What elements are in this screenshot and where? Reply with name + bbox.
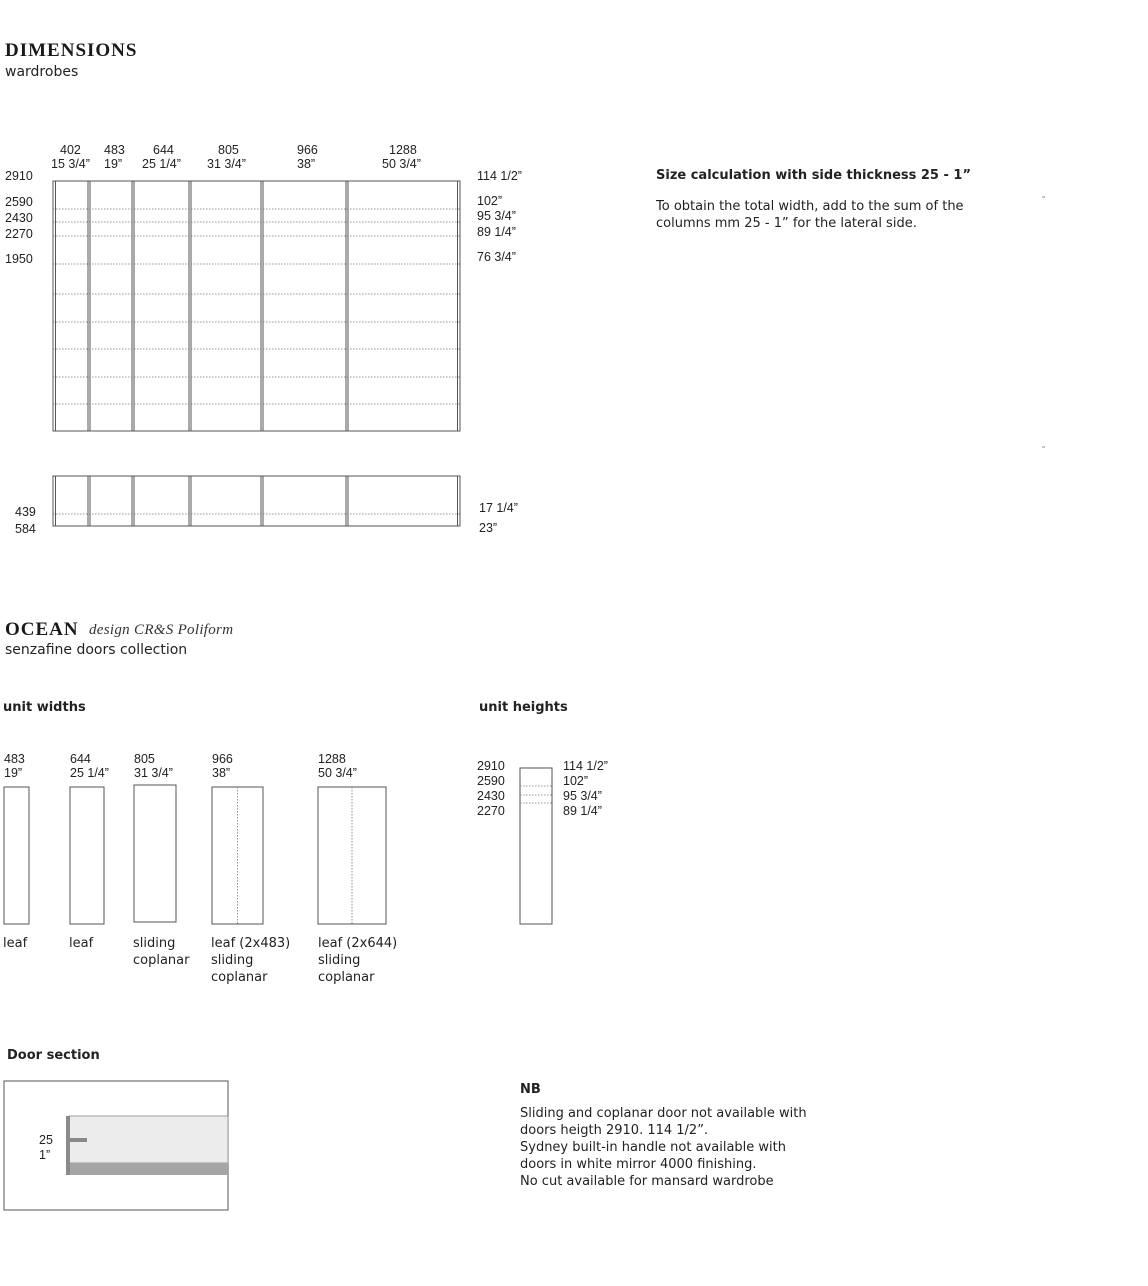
nb-line: No cut available for mansard wardrobe — [520, 1174, 774, 1189]
nb-line: Sydney built-in handle not available with — [520, 1140, 786, 1155]
unit-height-in: 95 3/4” — [563, 789, 602, 803]
door-section-heading: Door section — [7, 1048, 100, 1063]
door-profile — [66, 1116, 70, 1175]
height-dotted-lines — [53, 209, 460, 404]
height-in: 102” — [477, 194, 503, 208]
wardrobe-plan-view — [53, 476, 460, 526]
height-in: 76 3/4” — [477, 250, 516, 264]
unit-heights-heading: unit heights — [479, 700, 568, 715]
page-subtitle: wardrobes — [5, 64, 79, 80]
nb-line: doors heigth 2910. 114 1/2”. — [520, 1123, 709, 1138]
unit-height-in: 102” — [563, 774, 589, 788]
unit-width-in: 38” — [212, 766, 231, 780]
col-width-in: 38” — [297, 157, 316, 171]
unit-width-mm: 644 — [70, 752, 91, 766]
col-width-in: 50 3/4” — [382, 157, 421, 171]
height-mm: 2910 — [5, 169, 33, 183]
depth-mm: 439 — [15, 505, 36, 519]
col-width-mm: 644 — [153, 143, 174, 157]
page-title: DIMENSIONS — [5, 40, 138, 61]
unit-type: sliding — [318, 953, 361, 968]
unit-type: coplanar — [133, 953, 190, 968]
unit-height-dotted-lines — [520, 786, 552, 803]
unit-height-mm: 2910 — [477, 759, 505, 773]
unit-type: leaf (2x483) — [211, 936, 291, 951]
unit-type: sliding — [211, 953, 254, 968]
unit-width-in: 25 1/4” — [70, 766, 109, 780]
wardrobe-front-elevation — [53, 181, 460, 431]
unit-1288-drawing — [318, 787, 386, 924]
col-width-in: 31 3/4” — [207, 157, 246, 171]
unit-height-mm: 2590 — [477, 774, 505, 788]
unit-width-mm: 1288 — [318, 752, 346, 766]
size-calc-text: To obtain the total width, add to the sum of the columns mm 25 - 1” for the lateral side. — [656, 199, 964, 231]
door-thickness-in: 1” — [39, 1148, 51, 1162]
unit-height-in: 89 1/4” — [563, 804, 602, 818]
unit-widths-heading: unit widths — [3, 700, 86, 715]
height-mm: 2270 — [5, 227, 33, 241]
plan-outline — [53, 476, 460, 526]
unit-type: sliding — [133, 936, 176, 951]
col-width-in: 19” — [104, 157, 123, 171]
col-width-mm: 483 — [104, 143, 125, 157]
ocean-design: design CR&S Poliform — [89, 622, 234, 638]
height-in: 89 1/4” — [477, 225, 516, 239]
height-in: 114 1/2” — [477, 169, 522, 183]
door-glass — [69, 1163, 228, 1175]
unit-height-drawing — [520, 768, 552, 924]
door-handle — [70, 1138, 87, 1142]
unit-483-drawing — [4, 787, 29, 924]
col-width-in: 15 3/4” — [51, 157, 90, 171]
unit-height-mm: 2430 — [477, 789, 505, 803]
unit-type: coplanar — [211, 970, 268, 985]
size-calc-title: Size calculation with side thickness 25 - 1” — [656, 168, 972, 183]
wardrobe-outline — [53, 181, 460, 431]
unit-width-drawings — [4, 785, 386, 924]
unit-width-in: 19” — [4, 766, 23, 780]
unit-966-drawing — [212, 787, 263, 924]
depth-in: 17 1/4” — [479, 501, 518, 515]
unit-width-in: 50 3/4” — [318, 766, 357, 780]
col-width-mm: 402 — [60, 143, 81, 157]
height-mm: 1950 — [5, 252, 33, 266]
unit-type: leaf (2x644) — [318, 936, 398, 951]
unit-height-in: 114 1/2” — [563, 759, 608, 773]
depth-mm: 584 — [15, 522, 36, 536]
height-in: 95 3/4” — [477, 209, 516, 223]
depth-in: 23” — [479, 521, 498, 535]
unit-type: coplanar — [318, 970, 375, 985]
unit-width-in: 31 3/4” — [134, 766, 173, 780]
unit-height-mm: 2270 — [477, 804, 505, 818]
unit-805-drawing — [134, 785, 176, 922]
unit-type: leaf — [69, 936, 94, 951]
col-width-mm: 1288 — [389, 143, 417, 157]
height-mm: 2430 — [5, 211, 33, 225]
door-panel — [69, 1116, 228, 1163]
door-thickness-mm: 25 — [39, 1133, 53, 1147]
nb-line: doors in white mirror 4000 finishing. — [520, 1157, 757, 1172]
unit-width-mm: 483 — [4, 752, 25, 766]
nb-line: Sliding and coplanar door not available with — [520, 1106, 807, 1121]
col-width-in: 25 1/4” — [142, 157, 181, 171]
ocean-title: OCEAN — [5, 619, 79, 640]
unit-644-drawing — [70, 787, 104, 924]
unit-width-mm: 966 — [212, 752, 233, 766]
col-width-mm: 805 — [218, 143, 239, 157]
height-mm: 2590 — [5, 195, 33, 209]
col-width-mm: 966 — [297, 143, 318, 157]
ocean-subtitle: senzafine doors collection — [5, 642, 188, 658]
nb-heading: NB — [520, 1082, 541, 1097]
unit-width-mm: 805 — [134, 752, 155, 766]
unit-type: leaf — [3, 936, 28, 951]
